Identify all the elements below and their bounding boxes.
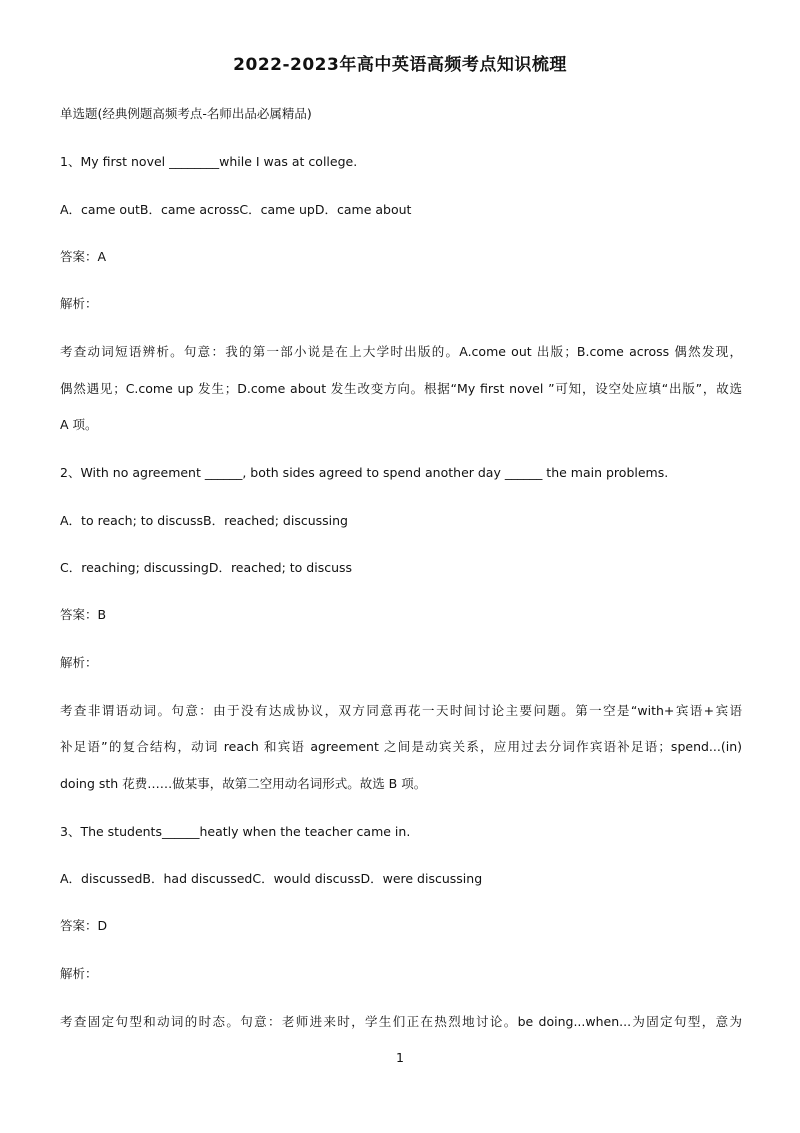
question-answer: 答案：D <box>60 918 108 933</box>
section-heading: 单选题(经典例题高频考点-名师出品必属精品) <box>60 106 312 121</box>
analysis-label: 解析： <box>60 966 98 981</box>
analysis-text-line: 考查非谓语动词。句意：由于没有达成协议，双方同意再花一天时间讨论主要问题。第一空是“with+宾语+宾语 <box>60 703 742 718</box>
question-stem: 2、With no agreement ______, both sides agreed to spend another day ______ the main problems. <box>60 465 669 480</box>
question-options: A．discussedB．had discussedC．would discussD．were discussing <box>60 871 483 886</box>
question-options: A．came outB．came acrossC．came upD．came about <box>60 202 412 217</box>
analysis-text-line: 偶然遇见；C.come up 发生；D.come about 发生改变方向。根据“My first novel ”可知，设空处应填“出版”，故选 <box>60 381 742 396</box>
analysis-text-line: 考查动词短语辨析。句意：我的第一部小说是在上大学时出版的。A.come out 出版；B.come across 偶然发现， <box>60 344 742 359</box>
analysis-text-line: 补足语”的复合结构，动词 reach 和宾语 agreement 之间是动宾关系，应用过去分词作宾语补足语；spend...(in) <box>60 739 742 754</box>
question-answer: 答案：A <box>60 249 107 264</box>
question-stem: 3、The students______heatly when the teacher came in. <box>60 824 411 839</box>
question-stem: 1、My first novel ________while I was at college. <box>60 154 358 169</box>
analysis-text-line: A 项。 <box>60 417 98 432</box>
page-title: 2022-2023年高中英语高频考点知识梳理 <box>233 55 567 75</box>
page-number: 1 <box>396 1050 404 1065</box>
analysis-label: 解析： <box>60 655 98 670</box>
question-answer: 答案：B <box>60 607 107 622</box>
analysis-text-line: doing sth 花费……做某事，故第二空用动名词形式。故选 B 项。 <box>60 776 427 791</box>
question-options: C．reaching; discussingD．reached; to discuss <box>60 560 353 575</box>
question-options: A．to reach; to discussB．reached; discussing <box>60 513 348 528</box>
analysis-text-line: 考查固定句型和动词的时态。句意：老师进来时，学生们正在热烈地讨论。be doing...when...为固定句型，意为 <box>60 1014 742 1029</box>
analysis-label: 解析： <box>60 296 98 311</box>
